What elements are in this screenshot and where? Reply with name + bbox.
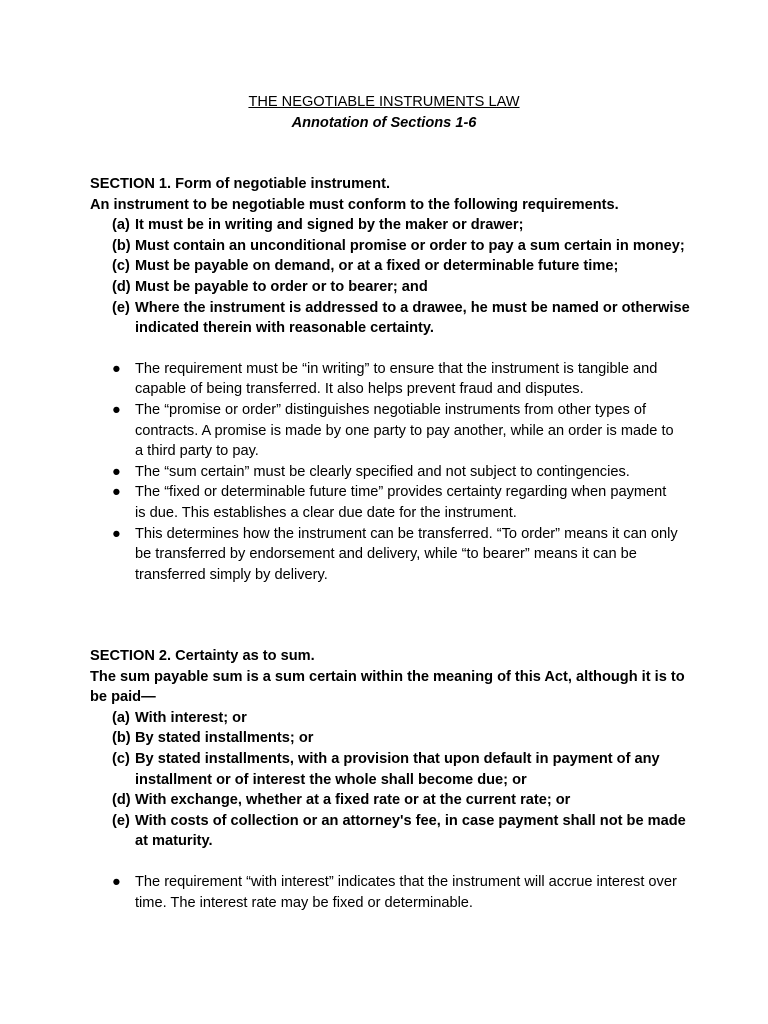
note-text: The “fixed or determinable future time” provides certainty regarding when payment is due. This establishes a clear due date for the instrument. [135,484,667,521]
note-text: The “promise or order” distinguishes negotiable instruments from other types of contracts. A promise is made by one party to pay another, while an order is made to a third party to pay. [135,401,674,460]
enum-marker: (e) [112,812,130,829]
note-item [90,462,690,483]
enum-marker: (a) [112,217,130,234]
enum-marker: (b) [112,237,131,254]
requirement-text: Must contain an unconditional promise or order to pay a sum certain in money; [135,237,685,254]
section-2-requirements [90,708,690,852]
enum-marker: (a) [112,709,130,726]
requirement-text: With costs of collection or an attorney's fee, in case payment shall not be made at maturity. [135,812,686,850]
bullet-icon: ● [112,463,121,480]
enum-marker: (d) [112,278,131,295]
note-text: The “sum certain” must be clearly specified and not subject to contingencies. [135,463,630,480]
requirement-item [90,708,690,729]
note-item [90,872,690,913]
enum-marker: (d) [112,792,131,809]
requirement-item [90,256,690,277]
requirement-item [90,298,690,339]
note-text: The requirement must be “in writing” to ensure that the instrument is tangible and capable of being transferred. It also helps prevent fraud and disputes. [135,360,658,398]
note-item [90,359,690,400]
section-1-requirements [90,215,690,339]
note-item [90,482,690,523]
note-text: The requirement “with interest” indicates that the instrument will accrue interest over time. The interest rate may be fixed or determinable. [135,873,677,911]
requirement-text: Must be payable on demand, or at a fixed or determinable future time; [135,258,619,275]
section-2-notes [90,872,690,913]
title-block [0,92,768,133]
requirement-item [90,728,690,749]
requirement-text: By stated installments; or [135,730,314,747]
note-item [90,524,690,586]
note-item [90,400,690,462]
document-title: THE NEGOTIABLE INSTRUMENTS LAW [248,94,520,110]
section-1-heading: SECTION 1. Form of negotiable instrument. [90,176,391,192]
requirement-item [90,749,690,790]
requirement-text: It must be in writing and signed by the maker or drawer; [135,217,524,234]
bullet-icon: ● [112,525,121,542]
enum-marker: (b) [112,730,131,747]
note-text: This determines how the instrument can be transferred. “To order” means it can only be transferred by endorsement and delivery, while “to bearer” means it can be transferred simply by delivery. [135,525,678,583]
enum-marker: (e) [112,299,130,316]
requirement-item [90,215,690,236]
requirement-text: Where the instrument is addressed to a drawee, he must be named or otherwise indicated therein with reasonable certainty. [135,299,690,337]
requirement-item [90,236,690,257]
section-1-intro: An instrument to be negotiable must conform to the following requirements. [90,196,619,213]
requirement-item [90,790,690,811]
requirement-item [90,811,690,852]
requirement-text: With exchange, whether at a fixed rate or at the current rate; or [135,792,571,809]
bullet-icon: ● [112,484,121,501]
requirement-text: Must be payable to order or to bearer; and [135,278,428,295]
section-2-intro: The sum payable sum is a sum certain within the meaning of this Act, although it is to be paid— [90,668,685,706]
section-2 [90,646,690,913]
document-subtitle: Annotation of Sections 1-6 [291,114,477,131]
section-1 [90,174,690,585]
bullet-icon: ● [112,873,121,890]
section-1-notes [90,359,690,586]
requirement-text: With interest; or [135,709,247,726]
requirement-text: By stated installments, with a provision that upon default in payment of any installment or of interest the whole shall become due; or [135,750,660,788]
section-2-heading: SECTION 2. Certainty as to sum. [90,648,315,664]
bullet-icon: ● [112,401,121,418]
requirement-item [90,277,690,298]
bullet-icon: ● [112,360,121,377]
enum-marker: (c) [112,750,130,767]
enum-marker: (c) [112,258,130,275]
